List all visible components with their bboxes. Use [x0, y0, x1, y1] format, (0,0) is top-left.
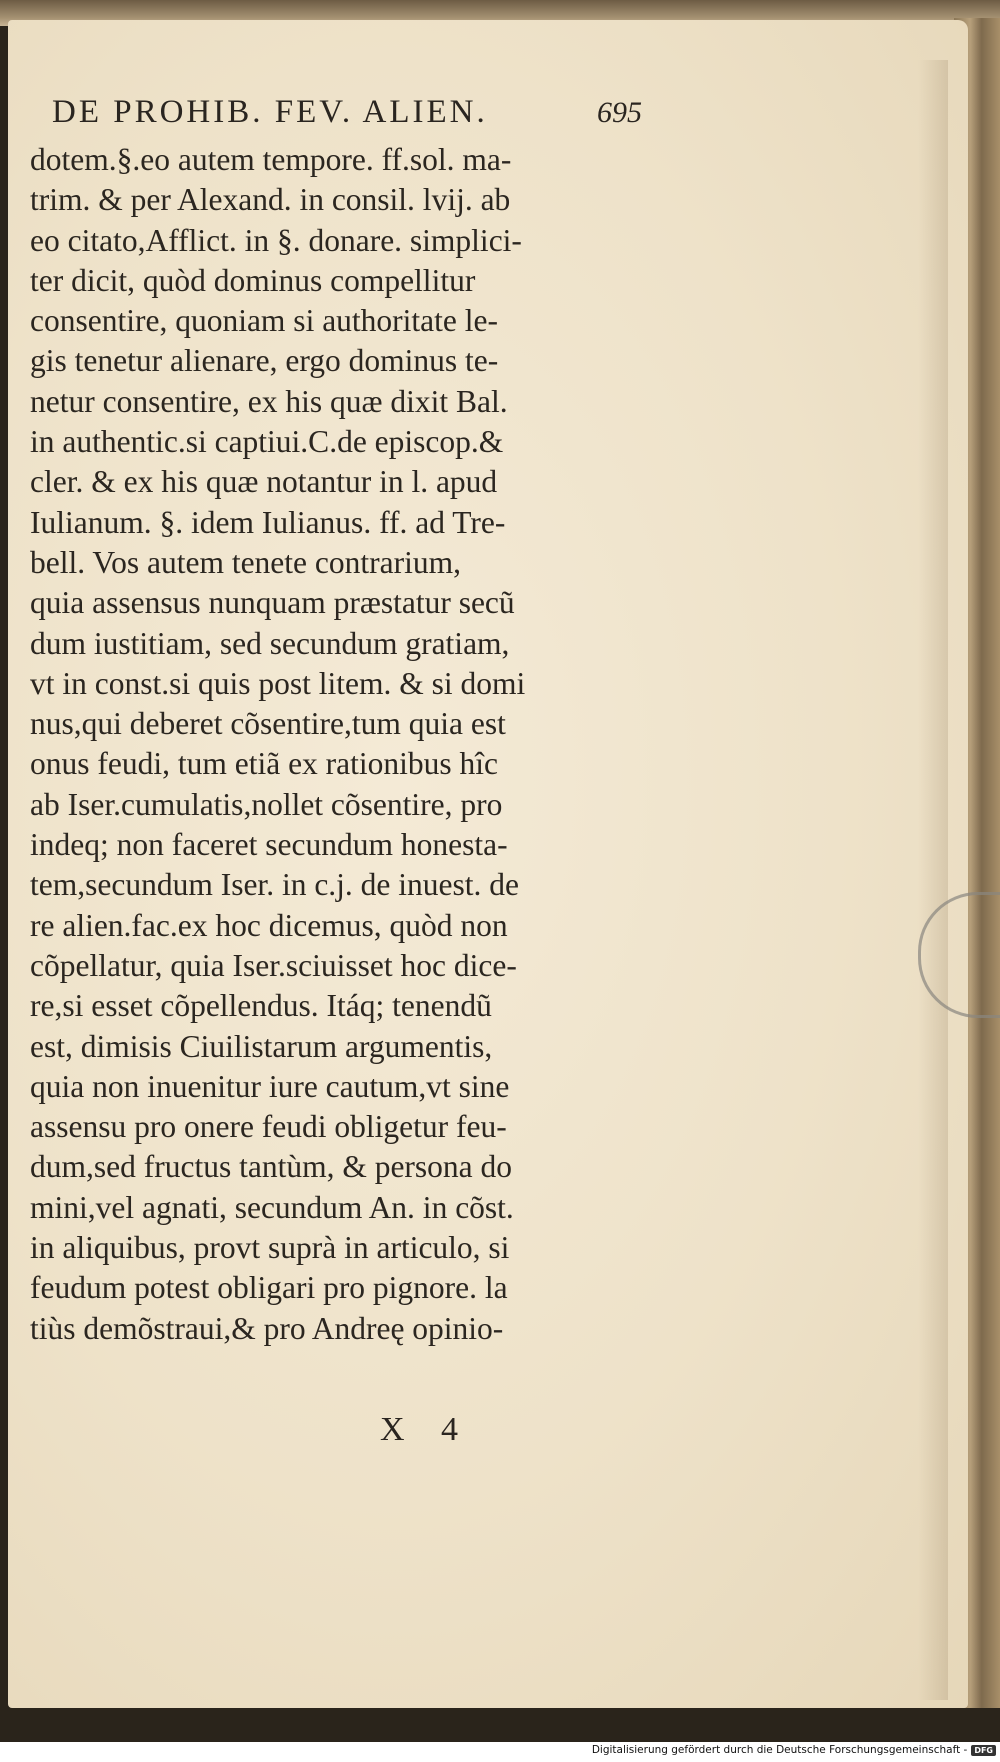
text-line: trim. & per Alexand. in consil. lvij. ab [30, 182, 511, 218]
dfg-logo: DFG [971, 1745, 996, 1756]
text-line: dotem.§.eo autem tempore. ff.sol. ma- [30, 142, 512, 177]
text-line: onus feudi, tum etiã ex rationibus hîc [30, 746, 499, 782]
text-line: tem,secundum Iser. in c.j. de inuest. de [30, 867, 520, 903]
text-line: dum iustitiam, sed secundum gratiam, [30, 625, 510, 661]
credit-text: Digitalisierung gefördert durch die Deutsche Forschungsgemeinschaft - [591, 1744, 968, 1756]
text-line: ter dicit, quòd dominus compellitur [30, 262, 476, 298]
text-line: vt in const.si quis post litem. & si domi [30, 665, 526, 701]
text-line: bell. Vos autem tenete contrarium, [30, 544, 461, 580]
funding-credit [592, 1744, 996, 1756]
text-line: nus,qui deberet cõsentire,tum quia est [30, 706, 506, 742]
text-line: cler. & ex his quæ notantur in l. apud [30, 464, 498, 500]
text-line: in authentic.si captiui.C.de episcop.& [30, 424, 504, 460]
text-line: tiùs demõstraui,& pro Andreę opinio- [30, 1310, 504, 1346]
text-line: netur consentire, ex his quæ dixit Bal. [30, 383, 508, 419]
text-line: quia non inuenitur iure cautum,vt sine [30, 1068, 510, 1104]
text-line: assensu pro onere feudi obligetur feu- [30, 1109, 507, 1145]
signature-mark: X 4 [380, 1411, 473, 1448]
text-line: Iulianum. §. idem Iulianus. ff. ad Tre- [30, 504, 506, 540]
page-header [52, 94, 642, 131]
text-line: est, dimisis Ciuilistarum argumentis, [30, 1028, 493, 1064]
text-line: re,si esset cõpellendus. Itáq; tenendũ [30, 988, 492, 1024]
text-line: ab Iser.cumulatis,nollet cõsentire, pro [30, 786, 503, 822]
running-head: DE PROHIB. FEV. ALIEN. [52, 94, 488, 130]
text-line: indeq; non faceret secundum honesta- [30, 827, 508, 863]
text-line: quia assensus nunquam præstatur secũ [30, 585, 515, 621]
text-line: dum,sed fructus tantùm, & persona do [30, 1149, 513, 1185]
text-line: eo citato,Afflict. in §. donare. simplici- [30, 222, 522, 258]
text-line: cõpellatur, quia Iser.sciuisset hoc dice- [30, 947, 517, 983]
text-line: consentire, quoniam si authoritate le- [30, 303, 498, 339]
text-line: re alien.fac.ex hoc dicemus, quòd non [30, 907, 508, 943]
page-gutter-shadow [918, 60, 948, 1700]
text-line: mini,vel agnati, secundum An. in cõst. [30, 1189, 514, 1225]
text-line: feudum potest obligari pro pignore. la [30, 1270, 508, 1306]
body-text [30, 140, 650, 1349]
text-line: in aliquibus, provt suprà in articulo, si [30, 1230, 510, 1266]
text-line: gis tenetur alienare, ergo dominus te- [30, 343, 499, 379]
page-number: 695 [597, 96, 642, 129]
